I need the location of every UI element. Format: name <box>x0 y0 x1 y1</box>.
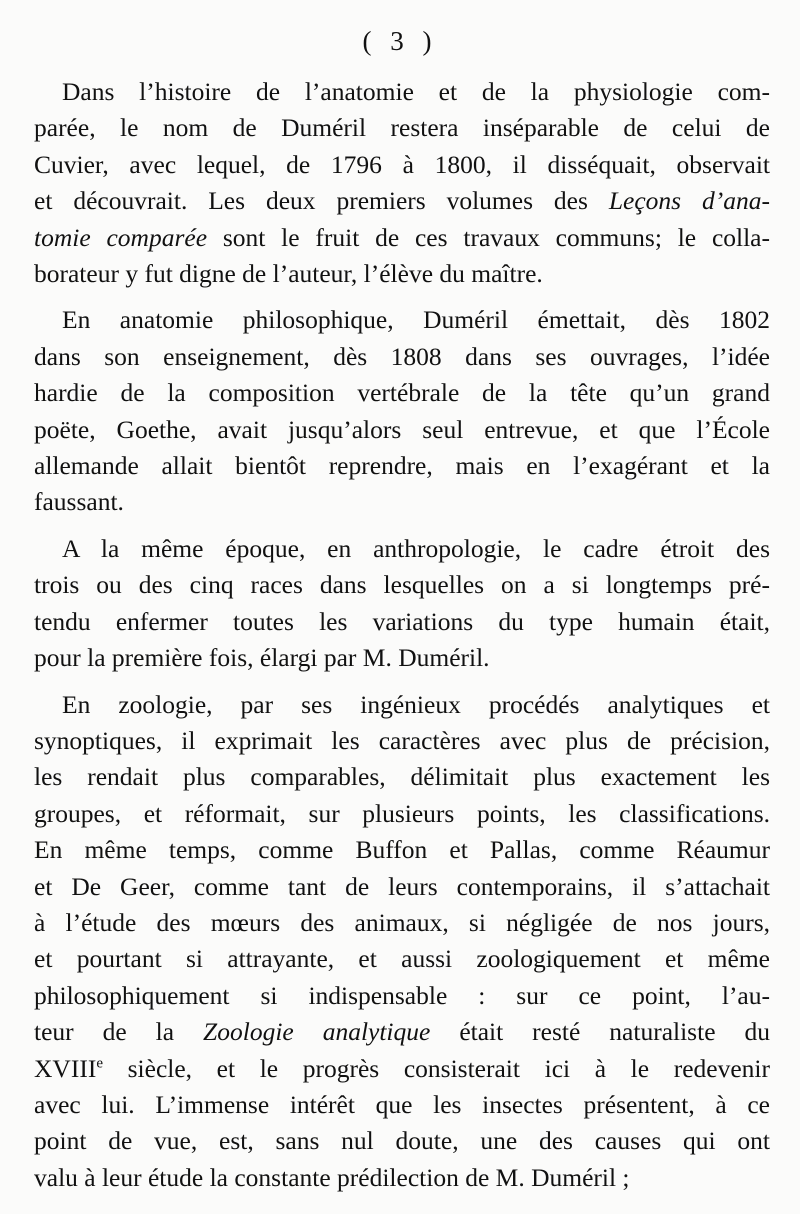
text-line: tendu enfermer toutes les variations du type humain était, <box>34 606 770 636</box>
text-line: faussant. <box>34 487 124 517</box>
text-line: et pourtant si attrayante, et aussi zoologiquement et même <box>34 944 770 974</box>
text-line: poëte, Goethe, avait jusqu’alors seul entrevue, et que l’École <box>34 414 770 444</box>
text-line: à l’étude des mœurs des animaux, si négligée de nos jours, <box>34 907 770 937</box>
italic-title: Zoologie analytique <box>203 1017 431 1047</box>
text-line: groupes, et réformait, sur plusieurs points, les classifications. <box>34 798 770 828</box>
text-line: avec lui. L’immense intérêt que les insectes présentent, à ce <box>34 1089 770 1119</box>
text-line: Dans l’histoire de l’anatomie et de la physiologie com- <box>62 77 770 106</box>
page-number: ( 3 ) <box>362 26 438 56</box>
text-line: synoptiques, il exprimait les caractères avec plus de précision, <box>34 725 770 755</box>
text-line: hardie de la composition vertébrale de la tête qu’un grand <box>34 378 770 408</box>
paragraph <box>34 531 770 677</box>
text-line: allemande allait bientôt reprendre, mais en l’exagérant et la <box>34 451 770 481</box>
text-line: Cuvier, avec lequel, de 1796 à 1800, il disséquait, observait <box>34 149 770 179</box>
text-line: parée, le nom de Duméril restera inséparable de celui de <box>34 113 770 143</box>
paragraph <box>34 687 770 1197</box>
text-line: borateur y fut digne de l’auteur, l’élève du maître. <box>34 259 543 289</box>
text-line: A la même époque, en anthropologie, le cadre étroit des <box>62 533 770 563</box>
text-line: et découvrait. Les deux premiers volumes des Leçons d’ana- <box>34 186 770 216</box>
text-line: En zoologie, par ses ingénieux procédés analytiques et <box>62 689 770 719</box>
text-line: philosophiquement si indispensable : sur ce point, l’au- <box>34 980 770 1010</box>
italic-title: tomie comparée <box>34 222 208 252</box>
text-line: dans son enseignement, dès 1808 dans ses ouvrages, l’idée <box>34 341 770 371</box>
text-line: teur de la Zoologie analytique était resté naturaliste du <box>34 1017 770 1047</box>
body-text <box>34 74 770 1196</box>
text-line: pour la première fois, élargi par M. Duméril. <box>34 643 490 673</box>
text-line: En même temps, comme Buffon et Pallas, comme Réaumur <box>34 835 770 865</box>
paragraph <box>34 74 770 292</box>
text-line: point de vue, est, sans nul doute, une des causes qui ont <box>34 1126 770 1156</box>
text-line: XVIIIe siècle, et le progrès consisterait ici à le redevenir <box>34 1053 770 1083</box>
text-line: tomie comparée sont le fruit de ces travaux communs; le colla- <box>34 222 770 252</box>
text-line: En anatomie philosophique, Duméril émettait, dès 1802 <box>62 305 770 335</box>
italic-title: Leçons d’ana- <box>608 186 770 216</box>
text-line: les rendait plus comparables, délimitait plus exactement les <box>34 762 770 792</box>
text-line: et De Geer, comme tant de leurs contemporains, il s’attachait <box>34 871 770 901</box>
superscript: e <box>96 1055 103 1072</box>
text-line: valu à leur étude la constante prédilection de M. Duméril ; <box>34 1162 630 1192</box>
text-line: trois ou des cinq races dans lesquelles on a si longtemps pré- <box>34 570 770 600</box>
paragraph <box>34 302 770 520</box>
